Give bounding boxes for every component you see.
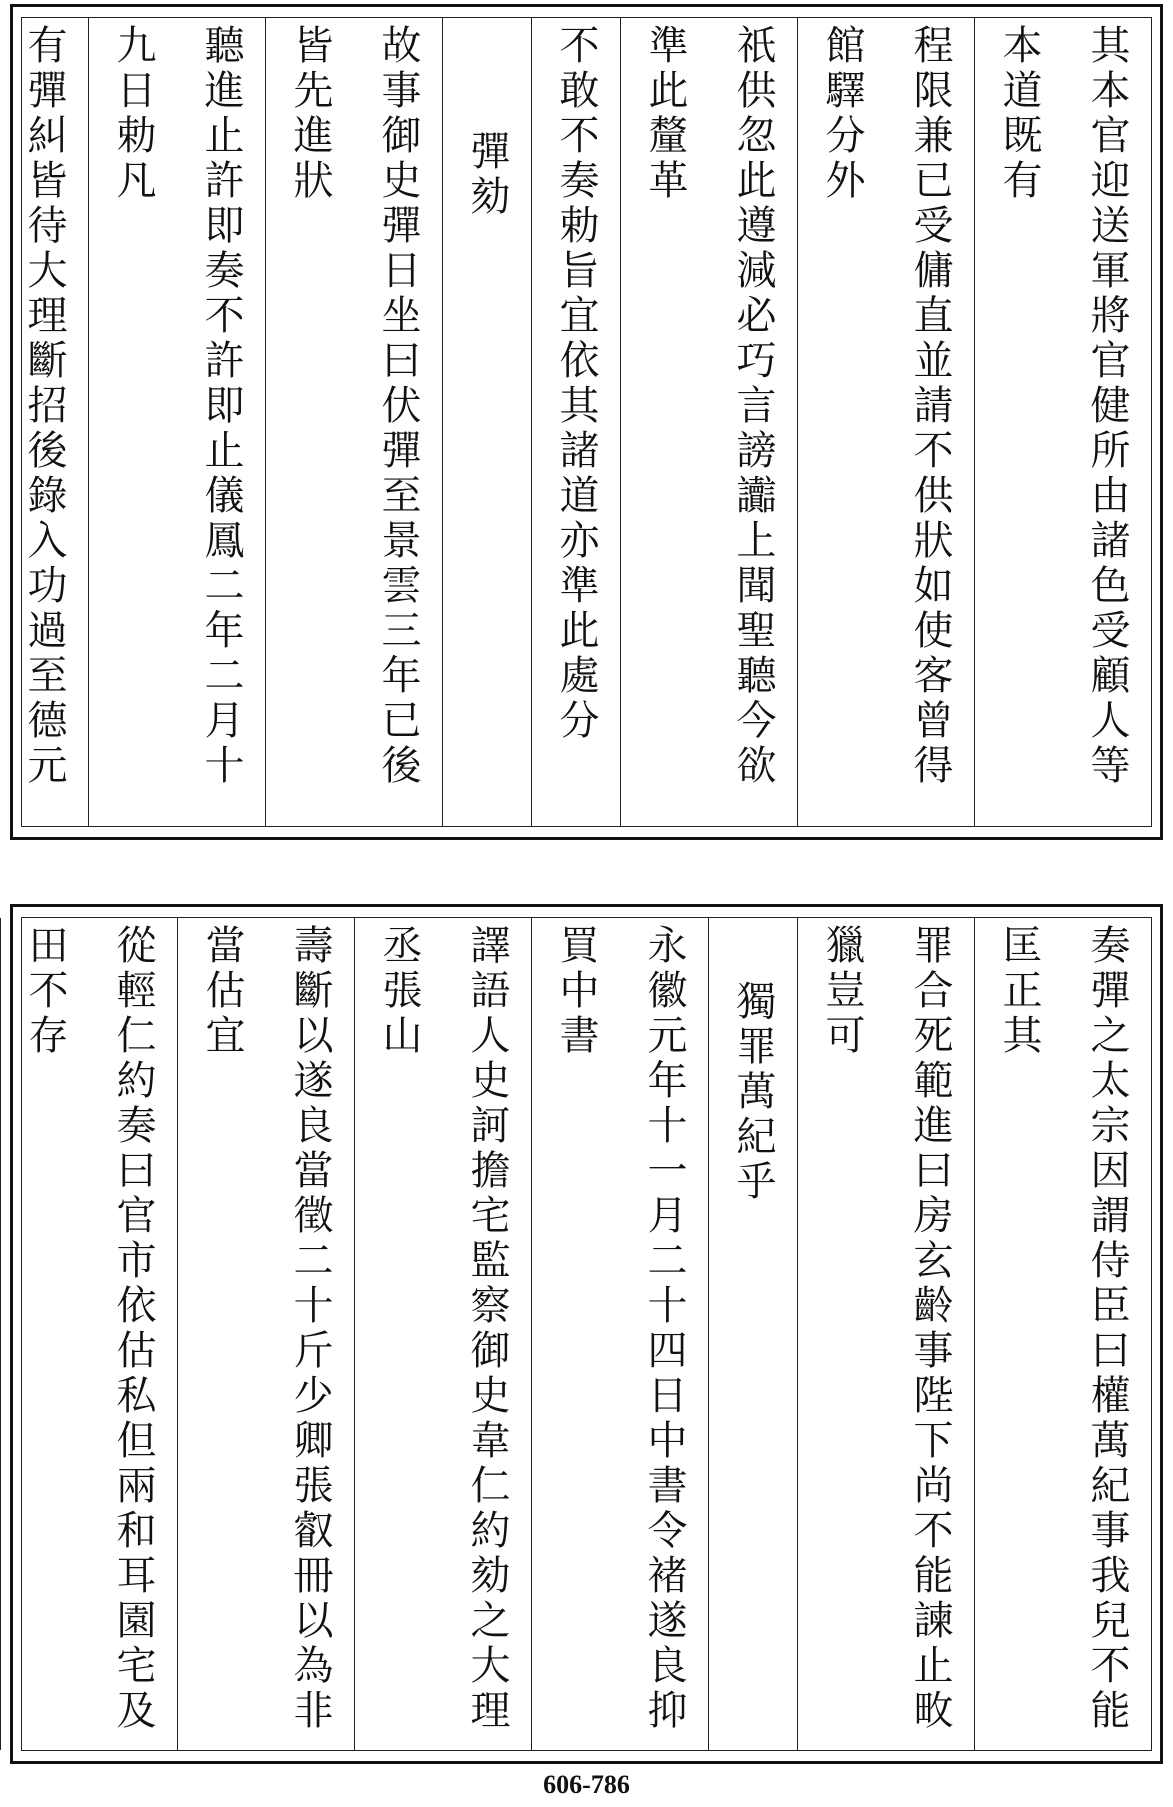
text-column: 壽斷以遂良當徵二十斤少卿張叡冊以為非當估宜 [177,918,354,1750]
text-column: 程限兼已受傭直並請不供狀如使客曾得館驛分外 [797,18,974,826]
top-page-frame [21,17,1152,827]
text-column: 獨罪萬紀乎 [708,918,797,1750]
bottom-page-panel [10,904,1163,1764]
top-page-panel [10,4,1163,840]
text-column: 有彈糾皆待大理斷招後錄入功過至德元 [0,18,88,826]
text-column: 奏彈之太宗因謂侍臣曰權萬紀事我兒不能匡正其 [974,918,1151,1750]
text-column: 故事御史彈日坐曰伏彈至景雲三年已後皆先進狀 [265,18,442,826]
text-column: 從輕仁約奏曰官市依估私但兩和耳園宅及田不存 [0,918,177,1750]
text-column: 祇供忽此遵減必巧言謗讟上聞聖聽今欲準此釐革 [620,18,797,826]
text-column: 永徽元年十一月二十四日中書令褚遂良抑買中書 [531,918,708,1750]
section-heading: 彈劾 [442,18,531,826]
bottom-page-columns [22,918,1151,1750]
text-column: 不敢不奏勅旨宜依其諸道亦準此處分 [531,18,620,826]
bottom-page-frame [21,917,1152,1751]
text-column: 譯語人史訶擔宅監察御史韋仁約劾之大理丞張山 [354,918,531,1750]
text-column: 其本官迎送軍將官健所由諸色受顧人等本道既有 [974,18,1151,826]
page-footer-number: 606-786 [543,1770,630,1799]
text-column: 聽進止許即奏不許即止儀鳳二年二月十九日勅凡 [88,18,265,826]
text-column: 罪合死範進曰房玄齡事陛下尚不能諫止畋獵豈可 [797,918,974,1750]
top-page-columns [22,18,1151,826]
